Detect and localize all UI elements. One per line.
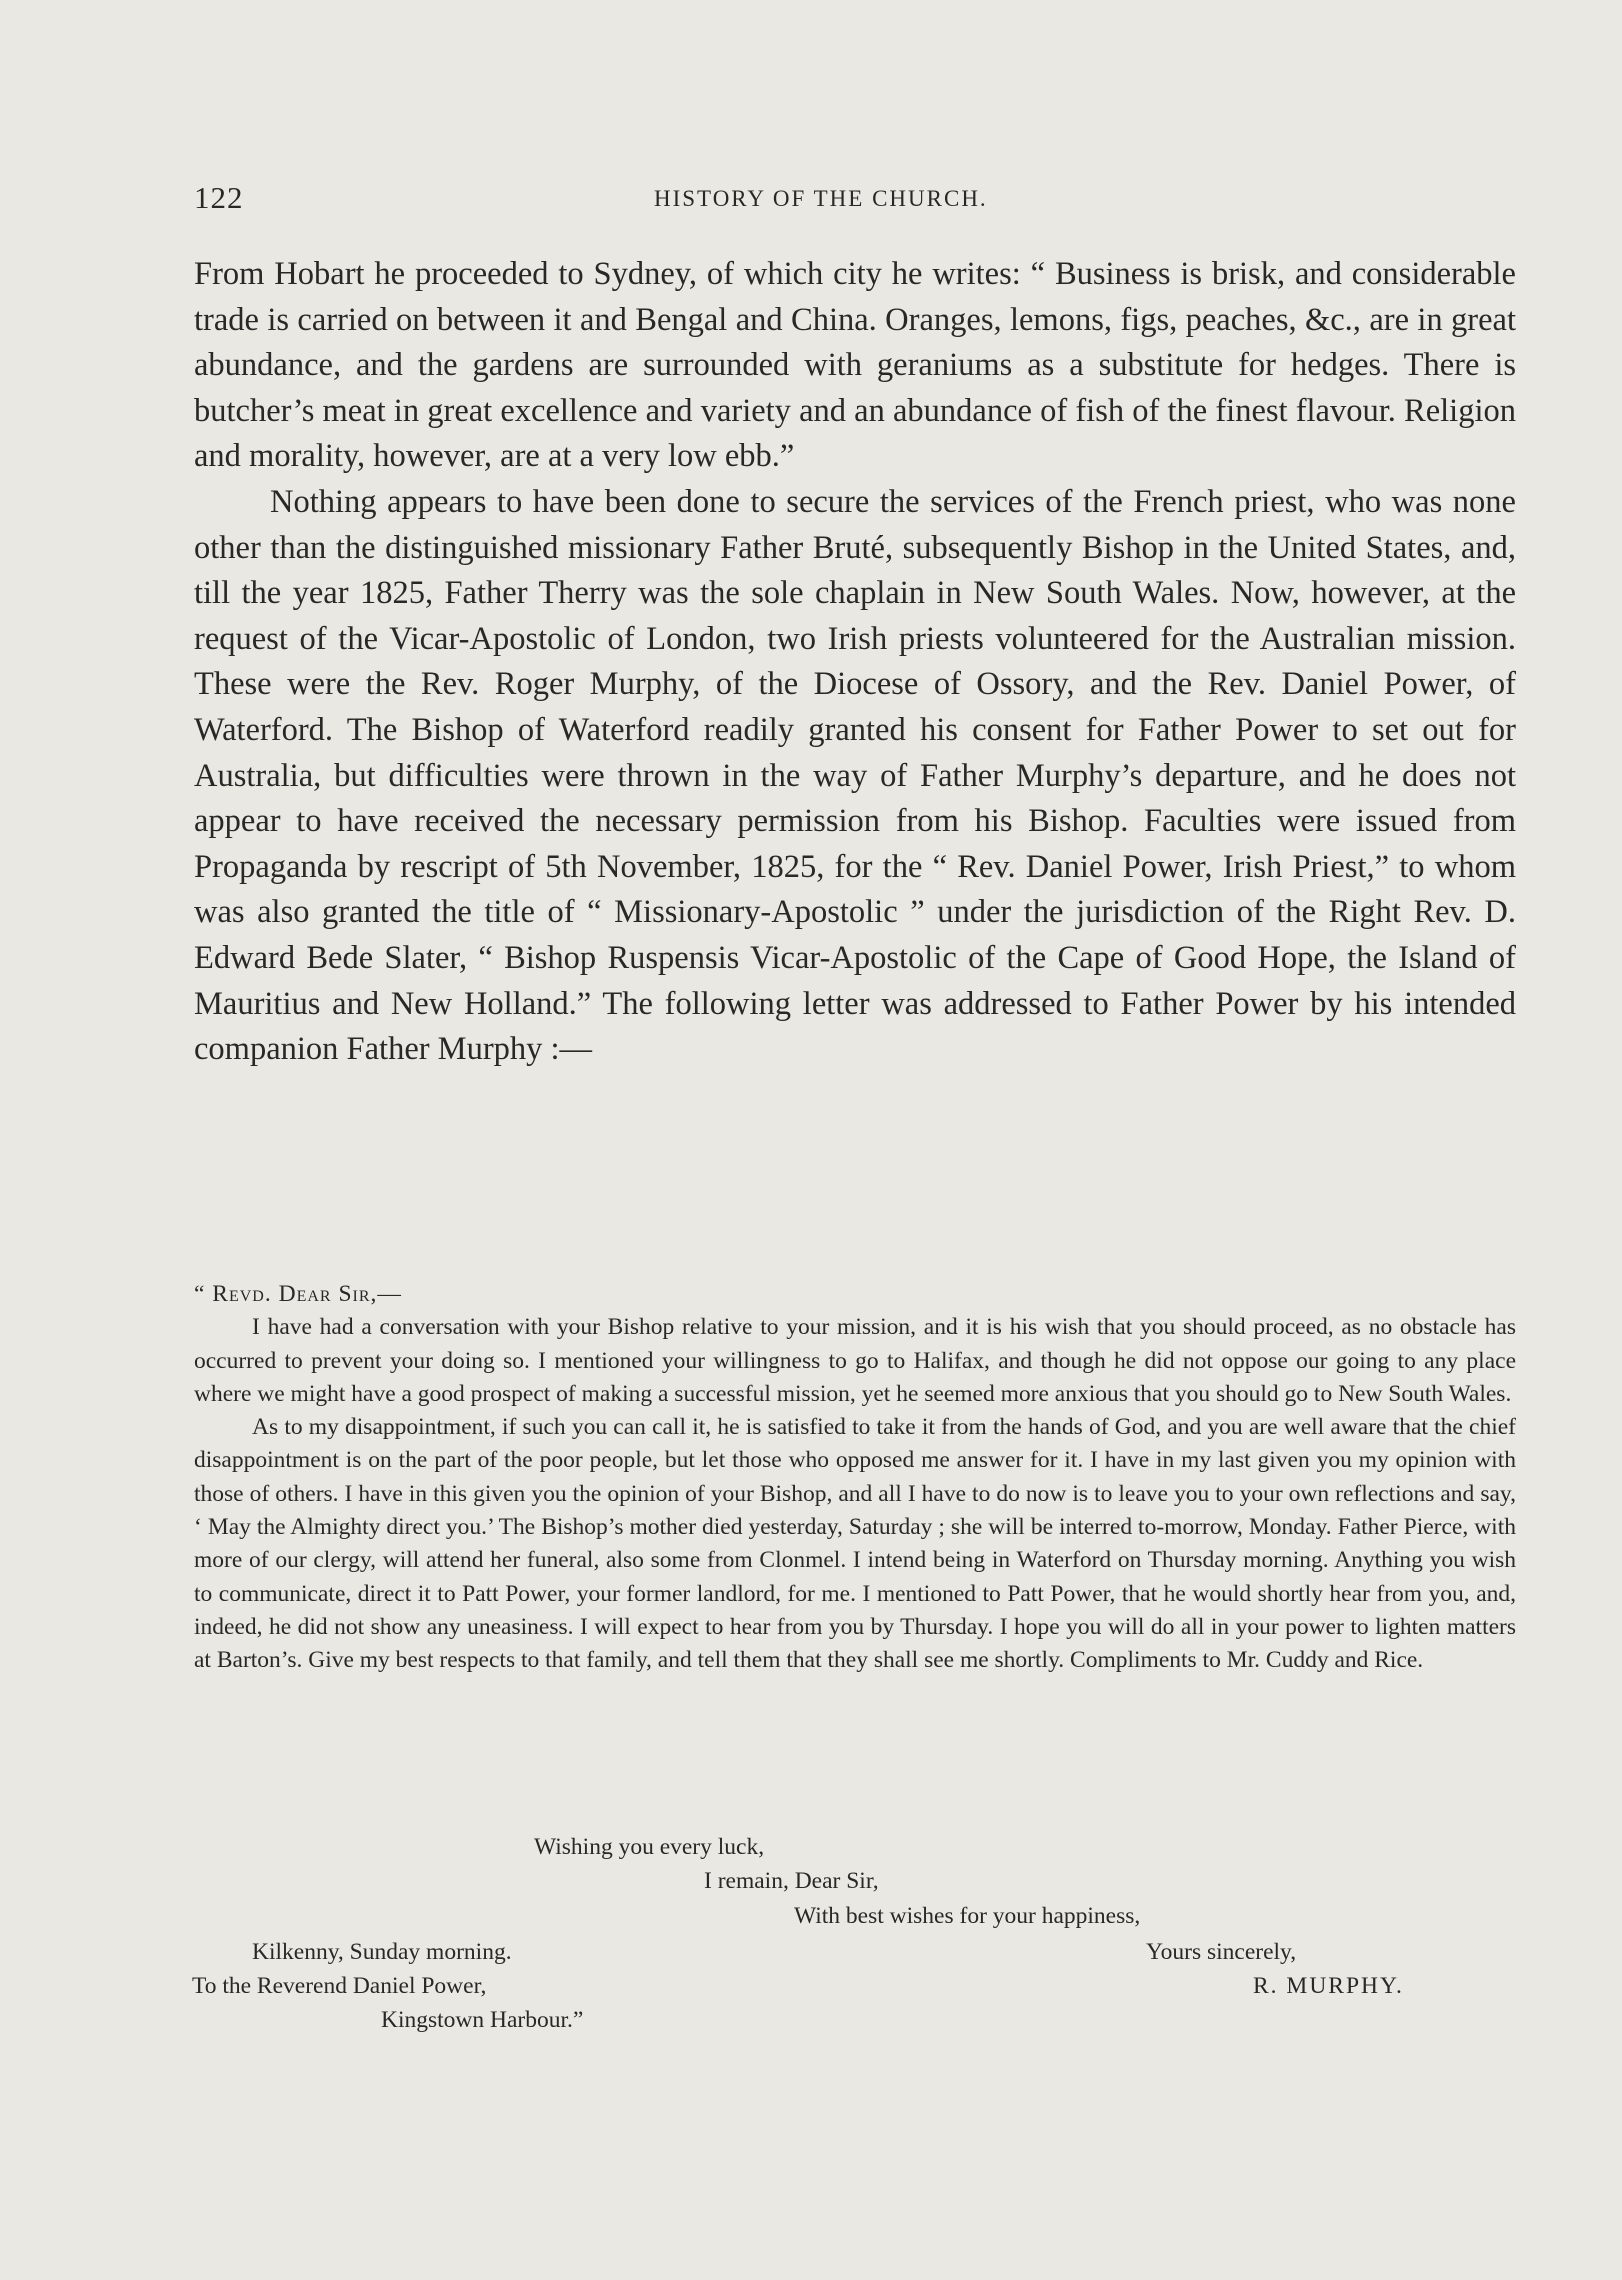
letter-closing-best-wishes: With best wishes for your happiness, [794,1903,1141,1929]
letter-closing-yours: Yours sincerely, [1146,1939,1297,1965]
letter-paragraph: I have had a conversation with your Bishop relative to your mission, and it is his wish that you should proceed, as no obstacle has occurred to prevent your doing so. I mentioned your willingness to go to Halifax, and though he did not oppose our going to any place where we might have a good prospect of making a successful mission, yet he seemed more anxious that you should go to New South Wales. [194,1314,1516,1407]
page-header [194,180,1516,224]
main-text [194,252,1516,1073]
letter-closing-remain: I remain, Dear Sir, [704,1868,879,1894]
running-head: HISTORY OF THE CHURCH. [654,186,988,211]
letter-paragraph: As to my disappointment, if such you can call it, he is satisfied to take it from the hands of God, and you are well aware that the chief disappointment is on the part of the poor people, but let those who opposed me answer for it. I have in my last given you my opinion with those of others. I have in this given you the opinion of your Bishop, and all I have to do now is to leave you to your own reflections and say, ‘ May the Almighty direct you.’ The Bishop’s mother died yesterday, Saturday ; she will be interred to-morrow, Monday. Father Pierce, with more of our clergy, will attend her funeral, also some from Clonmel. I intend being in Waterford on Thursday morning. Anything you wish to communicate, direct it to Patt Power, your former landlord, for me. I mentioned to Patt Power, that he would shortly hear from you, and, indeed, he did not show any uneasiness. I will expect to hear from you by Thursday. I hope you will do all in your power to lighten matters at Barton’s. Give my best respects to that family, and tell them that they shall see me shortly. Compliments to Mr. Cuddy and Rice. [194,1414,1516,1674]
body-paragraph: Nothing appears to have been done to secure the services of the French priest, who was none other than the distinguished missionary Father Bruté, subsequently Bishop in the United States, and, till the year 1825, Father Therry was the sole chaplain in New South Wales. Now, however, at the request of the Vicar-Apostolic of London, two Irish priests volunteered for the Australian mission. These were the Rev. Roger Murphy, of the Diocese of Ossory, and the Rev. Daniel Power, of Waterford. The Bishop of Waterford readily granted his consent for Father Power to set out for Australia, but difficulties were thrown in the way of Father Murphy’s departure, and he does not appear to have received the necessary permission from his Bishop. Faculties were issued from Propaganda by rescript of 5th November, 1825, for the “ Rev. Daniel Power, Irish Priest,” to whom was also granted the title of “ Missionary-Apostolic ” under the jurisdiction of the Right Rev. D. Edward Bede Slater, “ Bishop Ruspensis Vicar-Apostolic of the Cape of Good Hope, the Island of Mauritius and New Holland.” The following letter was addressed to Father Power by his intended companion Father Murphy :— [194,483,1516,1068]
quoted-letter [194,1278,1516,1678]
body-paragraph: From Hobart he proceeded to Sydney, of which city he writes: “ Business is brisk, and considerable trade is carried on between it and Bengal and China. Oranges, lemons, figs, peaches, &c., are in great abundance, and the gardens are surrounded with geraniums as a substitute for hedges. There is butcher’s meat in great excellence and variety and an abundance of fish of the finest flavour. Religion and morality, however, are at a very low ebb.” [194,256,1516,475]
letter-addressee: To the Reverend Daniel Power, [192,1973,487,1999]
letter-salutation: “ Revd. Dear Sir,— [194,1281,402,1307]
letter-signature: R. MURPHY. [1253,1973,1404,1999]
letter-place-date: Kilkenny, Sunday morning. [252,1939,512,1965]
letter-addressee-location: Kingstown Harbour.” [381,2007,584,2033]
letter-closing-wishing: Wishing you every luck, [534,1834,765,1860]
page-number: 122 [194,180,244,215]
